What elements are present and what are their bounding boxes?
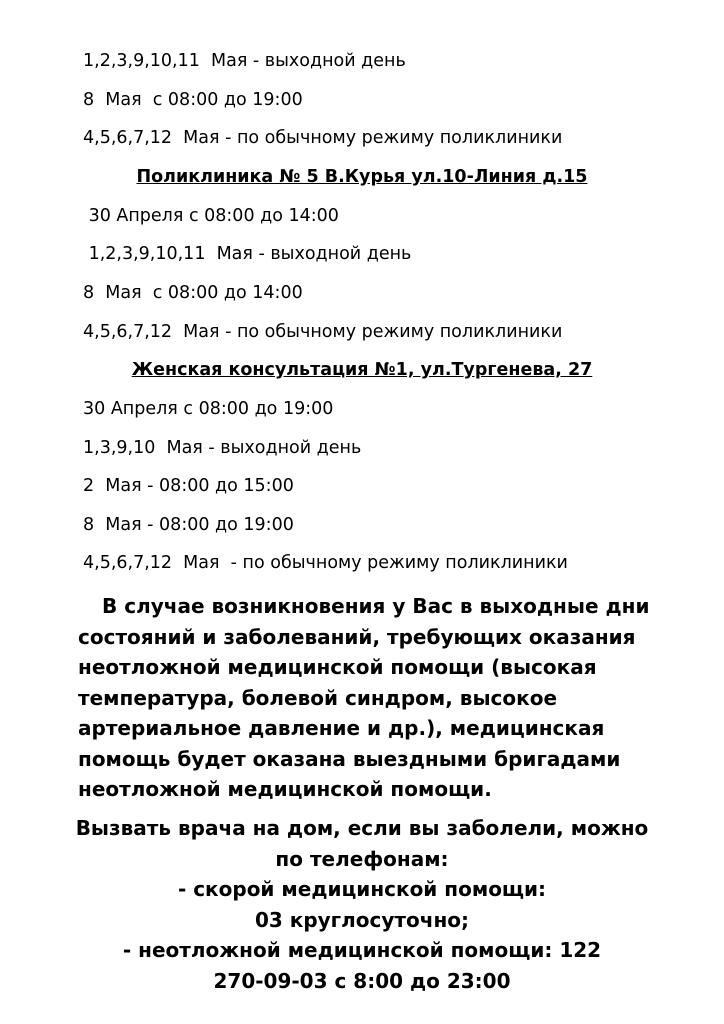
notice-line: В случае возникновения у Вас в выходные дни (102, 594, 650, 618)
call-line: 270-09-03 с 8:00 до 23:00 (213, 968, 511, 993)
clinic-heading: Женская консультация №1, ул.Тургенева, 27 (131, 360, 593, 380)
schedule-line: 4,5,6,7,12 Мая - по обычному режиму поликлиники (83, 322, 563, 342)
notice-line: состояний и заболеваний, требующих оказания (78, 624, 636, 649)
schedule-line: 1,2,3,9,10,11 Мая - выходной день (83, 51, 406, 71)
schedule-line: 4,5,6,7,12 Мая - по обычному режиму поликлиники (83, 128, 563, 148)
notice-line: неотложной медицинской помощи (высокая (78, 655, 597, 679)
schedule-line: 30 Апреля с 08:00 до 19:00 (83, 399, 334, 419)
emergency-notice (78, 591, 678, 805)
schedule-line: 2 Мая - 08:00 до 15:00 (83, 476, 294, 496)
schedule-line: 8 Мая с 08:00 до 19:00 (83, 90, 303, 110)
schedule-line: 1,3,9,10 Мая - выходной день (83, 438, 362, 458)
call-line: - скорой медицинской помощи: (177, 877, 547, 901)
call-doctor-section (60, 813, 664, 996)
call-line: 03 круглосуточно; (254, 907, 470, 932)
call-line: - неотложной медицинской помощи: 122 (122, 938, 602, 962)
call-line: по телефонам: (275, 846, 449, 871)
schedule-line: 30 Апреля с 08:00 до 14:00 (83, 206, 339, 226)
notice-line: неотложной медицинской помощи. (78, 777, 492, 801)
schedule-line: 8 Мая - 08:00 до 19:00 (83, 515, 294, 535)
notice-line: температура, болевой синдром, высокое (78, 685, 558, 710)
notice-line: помощь будет оказана выездными бригадами (78, 746, 621, 771)
schedule-line: 4,5,6,7,12 Мая - по обычному режиму поликлиники (83, 553, 568, 573)
schedule-line: 1,2,3,9,10,11 Мая - выходной день (83, 244, 412, 264)
clinic-heading: Поликлиника № 5 В.Курья ул.10-Линия д.15 (136, 167, 588, 187)
notice-line: артериальное давление и др.), медицинская (78, 716, 605, 740)
call-line: Вызвать врача на дом, если вы заболели, можно (75, 816, 649, 840)
schedule-line: 8 Мая с 08:00 до 14:00 (83, 283, 303, 303)
